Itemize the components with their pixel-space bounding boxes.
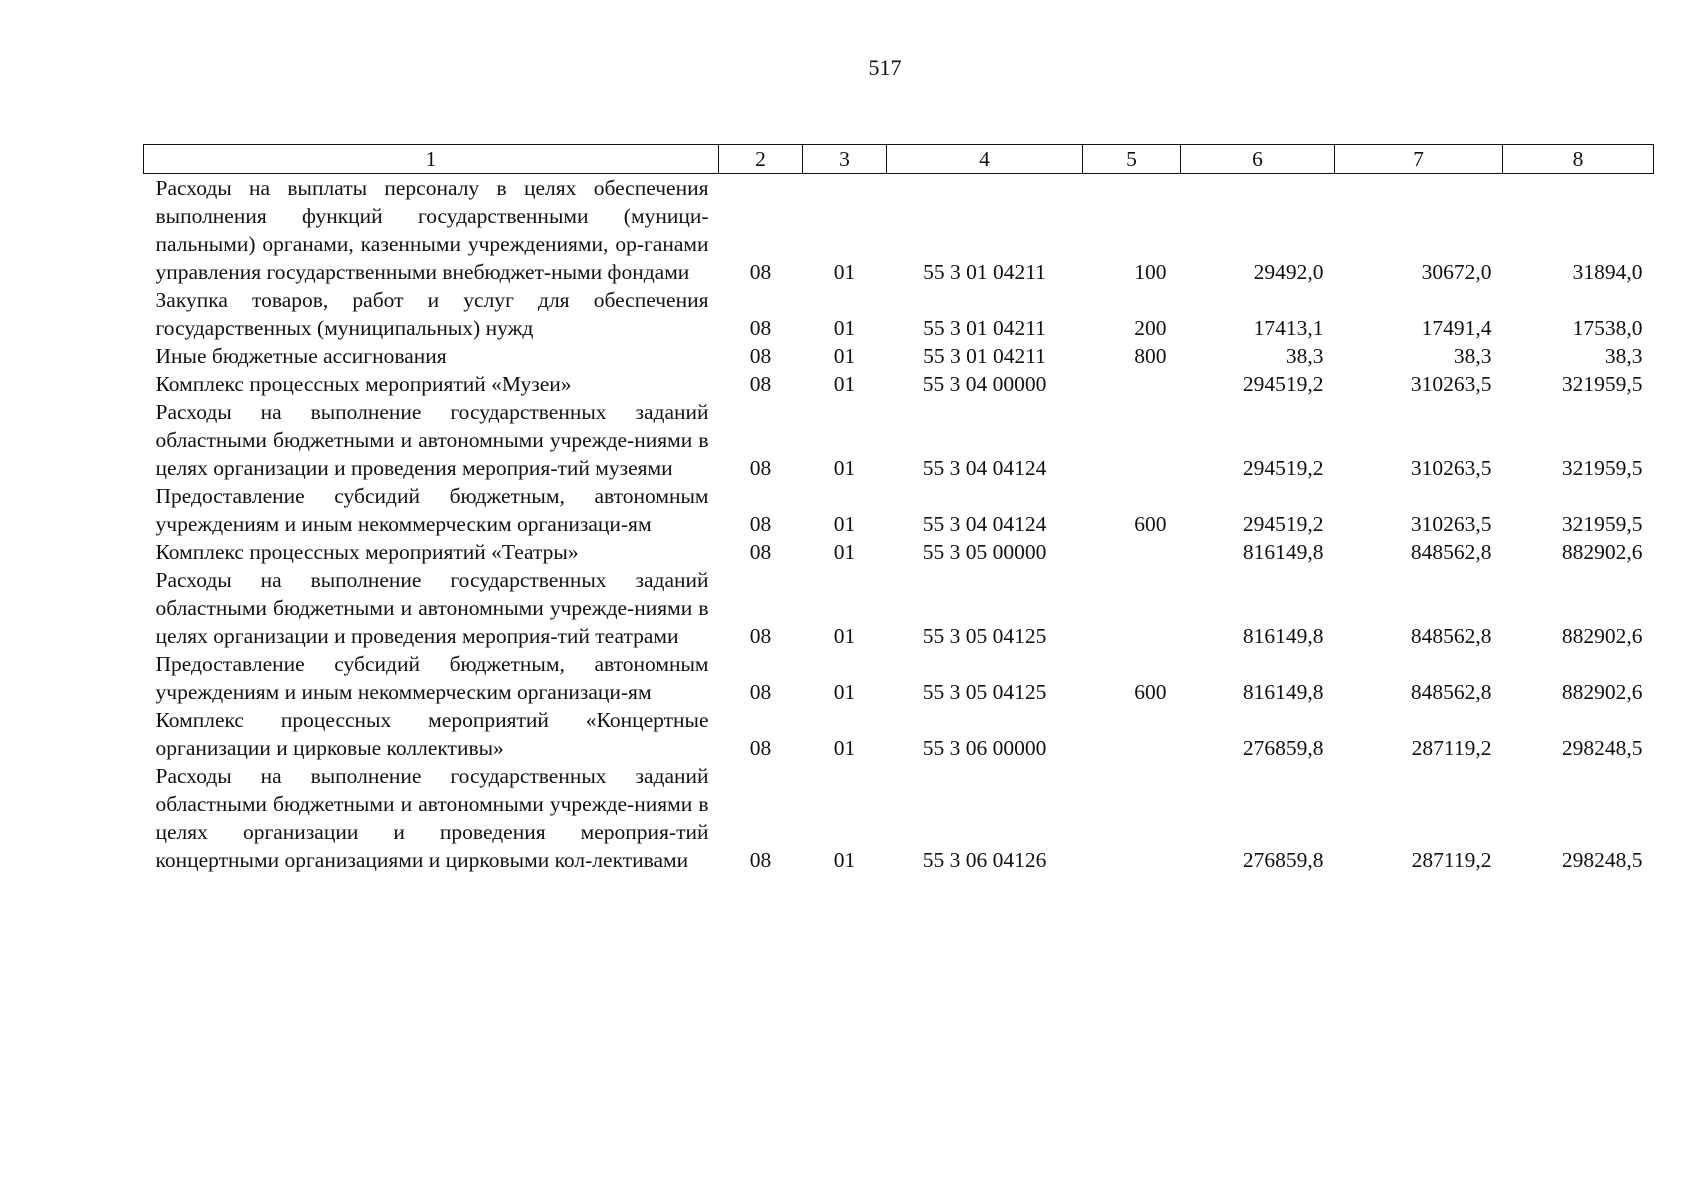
row-amount-1: 38,3 xyxy=(1285,344,1324,368)
row-name: Закупка товаров, работ и услуг для обеспечения государственных (муниципальных) нужд xyxy=(155,288,709,340)
row-subsection: 01 xyxy=(833,456,856,480)
row-name: Расходы на выплаты персоналу в целях обеспечения выполнения функций государственными (муници-пальными) органами, казенными учреждениями, ор-ганами управления государственными внебюджет-ными фондами xyxy=(155,176,709,284)
row-section: 08 xyxy=(749,736,772,760)
row-target-code: 55 3 06 04126 xyxy=(922,848,1047,872)
row-target-code: 55 3 06 00000 xyxy=(922,736,1047,760)
row-amount-2: 310263,5 xyxy=(1410,372,1492,396)
row-target-code: 55 3 04 04124 xyxy=(922,512,1047,536)
row-section: 08 xyxy=(749,456,772,480)
row-amount-2: 310263,5 xyxy=(1410,512,1492,536)
table-row xyxy=(144,286,1654,342)
row-section: 08 xyxy=(749,344,772,368)
header-row xyxy=(144,145,1654,174)
row-subsection: 01 xyxy=(833,372,856,396)
row-name: Расходы на выполнение государственных заданий областными бюджетными и автономными учрежде-ниями в целях организации и проведения мероприя-тий театрами xyxy=(155,568,709,648)
row-amount-1: 276859,8 xyxy=(1242,848,1324,872)
row-amount-2: 287119,2 xyxy=(1411,848,1492,872)
row-subsection: 01 xyxy=(833,540,856,564)
header-col-6: 6 xyxy=(1181,145,1335,174)
row-name: Комплекс процессных мероприятий «Концертные организации и цирковые коллективы» xyxy=(155,708,709,760)
header-col-7: 7 xyxy=(1335,145,1503,174)
row-expense-type: 600 xyxy=(1134,512,1167,536)
row-amount-3: 298248,5 xyxy=(1561,736,1643,760)
row-expense-type xyxy=(1083,370,1181,398)
table-header xyxy=(144,145,1654,174)
row-expense-type: 600 xyxy=(1134,680,1167,704)
table-row xyxy=(144,566,1654,650)
table-row xyxy=(144,762,1654,874)
table-row xyxy=(144,482,1654,538)
row-amount-2: 17491,4 xyxy=(1421,316,1492,340)
row-name: Предоставление субсидий бюджетным, автономным учреждениям и иным некоммерческим организаци-ям xyxy=(155,652,709,704)
row-name: Расходы на выполнение государственных заданий областными бюджетными и автономными учрежде-ниями в целях организации и проведения мероприя-тий музеями xyxy=(155,400,709,480)
row-amount-1: 276859,8 xyxy=(1242,736,1324,760)
row-amount-3: 298248,5 xyxy=(1561,848,1643,872)
table-row xyxy=(144,706,1654,762)
row-amount-1: 17413,1 xyxy=(1253,316,1324,340)
row-section: 08 xyxy=(749,680,772,704)
row-target-code: 55 3 05 00000 xyxy=(922,540,1047,564)
row-target-code: 55 3 01 04211 xyxy=(923,344,1046,368)
row-amount-1: 294519,2 xyxy=(1242,372,1324,396)
row-target-code: 55 3 04 00000 xyxy=(922,372,1047,396)
row-amount-3: 882902,6 xyxy=(1561,540,1643,564)
row-subsection: 01 xyxy=(833,316,856,340)
row-expense-type xyxy=(1083,762,1181,874)
budget-table xyxy=(143,144,1654,874)
row-expense-type: 200 xyxy=(1134,316,1167,340)
row-amount-2: 848562,8 xyxy=(1410,624,1492,648)
row-amount-1: 816149,8 xyxy=(1242,624,1324,648)
row-amount-1: 816149,8 xyxy=(1242,680,1324,704)
row-amount-3: 321959,5 xyxy=(1561,512,1643,536)
row-amount-3: 31894,0 xyxy=(1572,260,1643,284)
row-target-code: 55 3 05 04125 xyxy=(922,624,1047,648)
row-amount-3: 321959,5 xyxy=(1561,372,1643,396)
table-row xyxy=(144,370,1654,398)
page-number: 517 xyxy=(868,55,902,80)
row-name: Иные бюджетные ассигнования xyxy=(155,344,447,368)
row-expense-type xyxy=(1083,566,1181,650)
row-target-code: 55 3 01 04211 xyxy=(923,260,1046,284)
row-expense-type: 100 xyxy=(1134,260,1167,284)
row-section: 08 xyxy=(749,848,772,872)
row-section: 08 xyxy=(749,512,772,536)
row-amount-3: 882902,6 xyxy=(1561,624,1643,648)
table-row xyxy=(144,538,1654,566)
row-subsection: 01 xyxy=(833,736,856,760)
table-body xyxy=(144,174,1654,875)
row-section: 08 xyxy=(749,624,772,648)
row-name: Комплекс процессных мероприятий «Музеи» xyxy=(155,372,572,396)
row-amount-1: 294519,2 xyxy=(1242,512,1324,536)
row-section: 08 xyxy=(749,372,772,396)
header-col-1: 1 xyxy=(144,145,719,174)
row-expense-type: 800 xyxy=(1134,344,1167,368)
row-section: 08 xyxy=(749,540,772,564)
table-row xyxy=(144,342,1654,370)
header-col-8: 8 xyxy=(1503,145,1654,174)
table-row xyxy=(144,398,1654,482)
row-amount-3: 321959,5 xyxy=(1561,456,1643,480)
row-amount-2: 310263,5 xyxy=(1410,456,1492,480)
row-amount-2: 848562,8 xyxy=(1410,680,1492,704)
row-amount-3: 17538,0 xyxy=(1572,316,1643,340)
row-subsection: 01 xyxy=(833,624,856,648)
row-amount-2: 287119,2 xyxy=(1411,736,1492,760)
header-col-3: 3 xyxy=(803,145,887,174)
row-subsection: 01 xyxy=(833,848,856,872)
row-subsection: 01 xyxy=(833,680,856,704)
header-col-4: 4 xyxy=(887,145,1083,174)
row-name: Комплекс процессных мероприятий «Театры» xyxy=(155,540,579,564)
row-amount-3: 882902,6 xyxy=(1561,680,1643,704)
row-amount-1: 29492,0 xyxy=(1253,260,1324,284)
row-amount-1: 294519,2 xyxy=(1242,456,1324,480)
row-expense-type xyxy=(1083,538,1181,566)
row-amount-2: 30672,0 xyxy=(1421,260,1492,284)
row-name: Предоставление субсидий бюджетным, автономным учреждениям и иным некоммерческим организаци-ям xyxy=(155,484,709,536)
row-target-code: 55 3 01 04211 xyxy=(923,316,1046,340)
table-row xyxy=(144,174,1654,287)
header-col-5: 5 xyxy=(1083,145,1181,174)
table-row xyxy=(144,650,1654,706)
row-name: Расходы на выполнение государственных заданий областными бюджетными и автономными учрежде-ниями в целях организации и проведения мероприя-тий концертными организациями и цирковыми кол-лективами xyxy=(155,764,709,872)
row-expense-type xyxy=(1083,398,1181,482)
row-subsection: 01 xyxy=(833,344,856,368)
row-expense-type xyxy=(1083,706,1181,762)
row-amount-3: 38,3 xyxy=(1604,344,1643,368)
row-section: 08 xyxy=(749,316,772,340)
row-subsection: 01 xyxy=(833,260,856,284)
row-target-code: 55 3 05 04125 xyxy=(922,680,1047,704)
row-amount-1: 816149,8 xyxy=(1242,540,1324,564)
row-amount-2: 848562,8 xyxy=(1410,540,1492,564)
row-section: 08 xyxy=(749,260,772,284)
row-amount-2: 38,3 xyxy=(1453,344,1492,368)
row-subsection: 01 xyxy=(833,512,856,536)
row-target-code: 55 3 04 04124 xyxy=(922,456,1047,480)
header-col-2: 2 xyxy=(719,145,803,174)
